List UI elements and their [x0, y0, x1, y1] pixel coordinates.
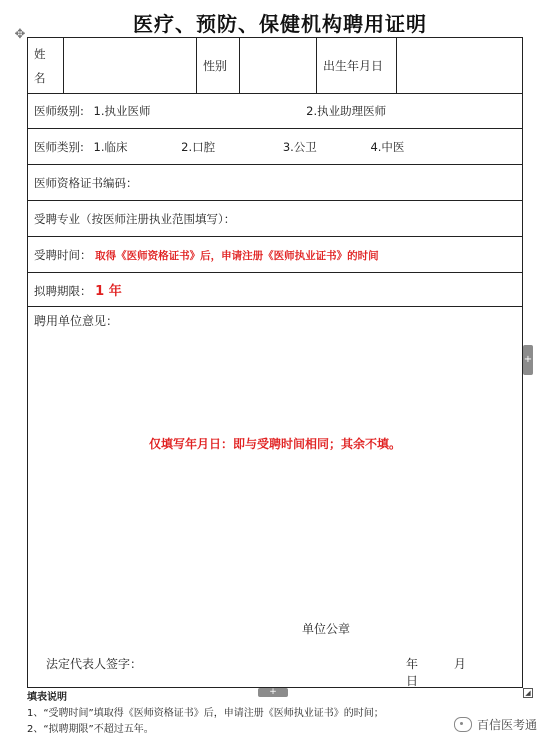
name-field[interactable]	[64, 38, 197, 94]
row-doctor-category	[28, 129, 523, 165]
opinion-cell[interactable]	[28, 307, 523, 688]
name-label-2: 名	[34, 70, 46, 85]
birth-field[interactable]	[397, 38, 523, 94]
hire-time-note: 取得《医师资格证书》后，申请注册《医师执业证书》的时间	[95, 249, 379, 262]
hire-time-label: 受聘时间：	[34, 247, 92, 262]
instructions-line-1: 1、“受聘时间”填取得《医师资格证书》后，申请注册《医师执业证书》的时间；	[27, 708, 384, 719]
row-opinion	[28, 307, 523, 688]
row-major	[28, 201, 523, 237]
row-period	[28, 273, 523, 307]
move-arrows-icon[interactable]: ✥	[14, 27, 26, 42]
period-value: 1 年	[95, 284, 122, 299]
date-day: 日	[406, 674, 419, 688]
wechat-icon	[454, 717, 472, 732]
row-hire-time	[28, 237, 523, 273]
row-doctor-level	[28, 94, 523, 129]
employment-form-table	[27, 37, 523, 688]
sign-date	[406, 655, 522, 689]
date-year: 年	[406, 657, 419, 671]
fill-instructions	[27, 690, 384, 738]
plus-icon[interactable]: +	[258, 688, 288, 697]
major-label: 受聘专业（按医师注册执业范围填写）：	[34, 211, 236, 226]
hire-time-cell[interactable]	[28, 237, 523, 273]
category-option-4: 4.中医	[370, 139, 405, 154]
name-label-1: 姓	[34, 46, 46, 61]
row-certificate-code	[28, 165, 523, 201]
gender-label: 性别	[197, 38, 240, 94]
doctor-level-cell[interactable]	[28, 94, 523, 129]
plus-icon[interactable]: +	[523, 345, 533, 375]
name-label-cell	[28, 38, 64, 94]
instructions-line-2: 2、“拟聘期限”不超过五年。	[27, 724, 154, 735]
certificate-code-cell[interactable]	[28, 165, 523, 201]
date-month: 月	[453, 657, 466, 671]
level-option-1: 1.执业医师	[93, 104, 151, 118]
opinion-label: 聘用单位意见：	[34, 314, 119, 328]
opinion-note: 仅填写年月日：即与受聘时间相同；其余不填。	[148, 437, 401, 451]
birth-label: 出生年月日	[317, 38, 397, 94]
watermark	[454, 716, 537, 733]
level-option-2: 2.执业助理医师	[306, 104, 387, 118]
doctor-category-cell[interactable]	[28, 129, 523, 165]
doctor-category-label: 医师类别:	[34, 139, 84, 154]
legal-rep-label: 法定代表人签字：	[46, 657, 143, 671]
period-cell[interactable]	[28, 273, 523, 307]
page-title: 医疗、预防、保健机构聘用证明	[133, 12, 427, 36]
resize-icon[interactable]: ◢	[523, 688, 533, 698]
gender-field[interactable]	[240, 38, 317, 94]
period-label: 拟聘期限：	[34, 284, 92, 298]
row-basic-info	[28, 38, 523, 94]
category-option-3: 3.公卫	[282, 139, 317, 154]
major-cell[interactable]	[28, 201, 523, 237]
watermark-text: 百信医考通	[477, 718, 538, 732]
category-option-1: 1.临床	[93, 139, 128, 154]
instructions-heading: 填表说明	[27, 692, 67, 703]
doctor-level-label: 医师级别:	[34, 104, 84, 118]
category-option-2: 2.口腔	[181, 139, 216, 154]
seal-label: 单位公章	[302, 622, 351, 636]
certificate-code-label: 医师资格证书编码：	[34, 175, 138, 190]
